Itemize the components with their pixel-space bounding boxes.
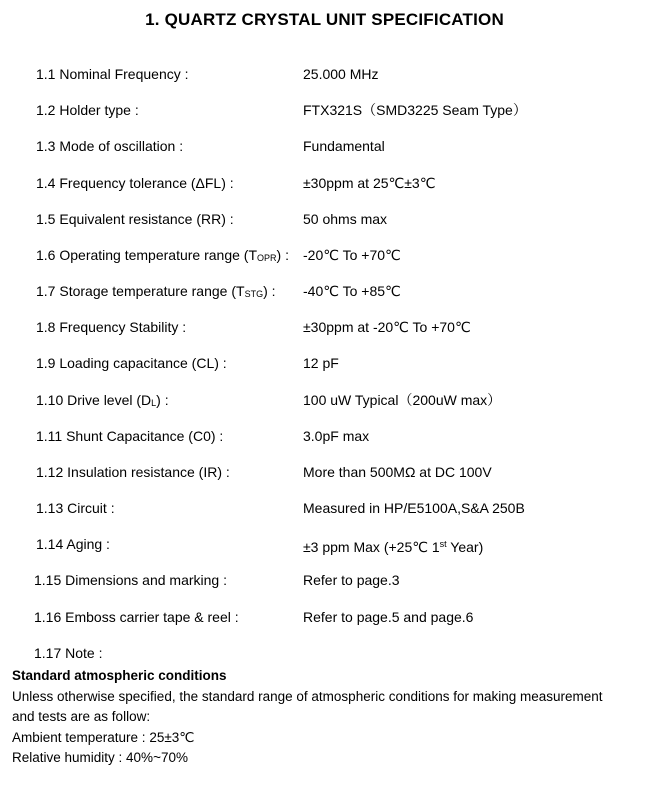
spec-value: 3.0pF max [303,428,370,444]
spec-value: Fundamental [303,138,385,154]
spec-value: 25.000 MHz [303,66,379,82]
spec-label: 1.13 Circuit : [36,500,115,516]
spec-value: Measured in HP/E5100A,S&A 250B [303,500,525,516]
spec-value: 12 pF [303,355,339,371]
spec-label: 1.9 Loading capacitance (CL) : [36,355,227,371]
spec-value: Refer to page.3 [303,572,400,588]
spec-row-insulation-resistance [0,462,649,482]
spec-row-circuit [0,498,649,518]
spec-value: 50 ohms max [303,211,388,227]
spec-row-aging [0,534,649,554]
spec-row-dimensions-marking [0,570,649,590]
spec-value: ±30ppm at 25℃±3℃ [303,175,436,191]
spec-label: 1.3 Mode of oscillation : [36,138,184,154]
spec-label: 1.10 Drive level (DL) : [36,392,169,408]
spec-label: 1.14 Aging : [36,536,110,552]
spec-value: ±30ppm at -20℃ To +70℃ [303,319,471,335]
spec-row-holder-type [0,100,649,120]
spec-row-operating-temperature [0,245,649,265]
spec-row-frequency-stability [0,317,649,337]
spec-value: -20℃ To +70℃ [303,247,401,263]
page-title: 1. QUARTZ CRYSTAL UNIT SPECIFICATION [145,10,504,29]
spec-label: 1.11 Shunt Capacitance (C0) : [36,428,224,444]
spec-row-storage-temperature [0,281,649,301]
spec-row-frequency-tolerance [0,173,649,193]
spec-value: ±3 ppm Max (+25℃ 1st Year) [303,539,484,555]
spec-value: 100 uW Typical（200uW max） [303,392,502,408]
spec-label: 1.5 Equivalent resistance (RR) : [36,211,234,227]
spec-row-equivalent-resistance [0,209,649,229]
spec-label: 1.17 Note : [34,645,103,661]
spec-value: More than 500MΩ at DC 100V [303,464,492,480]
note-heading: Standard atmospheric conditions [12,668,227,683]
note-line: Relative humidity : 40%~70% [12,750,188,765]
spec-value: -40℃ To +85℃ [303,283,401,299]
spec-row-drive-level [0,390,649,410]
spec-row-emboss-carrier-tape [0,607,649,627]
note-line: Ambient temperature : 25±3℃ [12,729,195,745]
note-line: and tests are as follow: [12,709,151,724]
spec-label: 1.2 Holder type : [36,102,139,118]
note-line: Unless otherwise specified, the standard range of atmospheric conditions for making measurement [12,688,603,704]
spec-label: 1.4 Frequency tolerance (ΔFL) : [36,175,234,191]
spec-label: 1.12 Insulation resistance (IR) : [36,464,230,480]
spec-label: 1.7 Storage temperature range (TSTG) : [36,283,276,299]
spec-label: 1.16 Emboss carrier tape & reel : [34,609,239,625]
spec-value: FTX321S（SMD3225 Seam Type） [303,102,527,118]
spec-row-nominal-frequency [0,64,649,84]
spec-row-shunt-capacitance [0,426,649,446]
atmospheric-conditions-note [12,666,632,769]
spec-label: 1.8 Frequency Stability : [36,319,187,335]
spec-value: Refer to page.5 and page.6 [303,609,474,625]
spec-row-note [0,643,649,663]
spec-row-mode-of-oscillation [0,136,649,156]
spec-label: 1.6 Operating temperature range (TOPR) : [36,247,289,263]
spec-label: 1.1 Nominal Frequency : [36,66,189,82]
spec-row-loading-capacitance [0,353,649,373]
spec-label: 1.15 Dimensions and marking : [34,572,227,588]
